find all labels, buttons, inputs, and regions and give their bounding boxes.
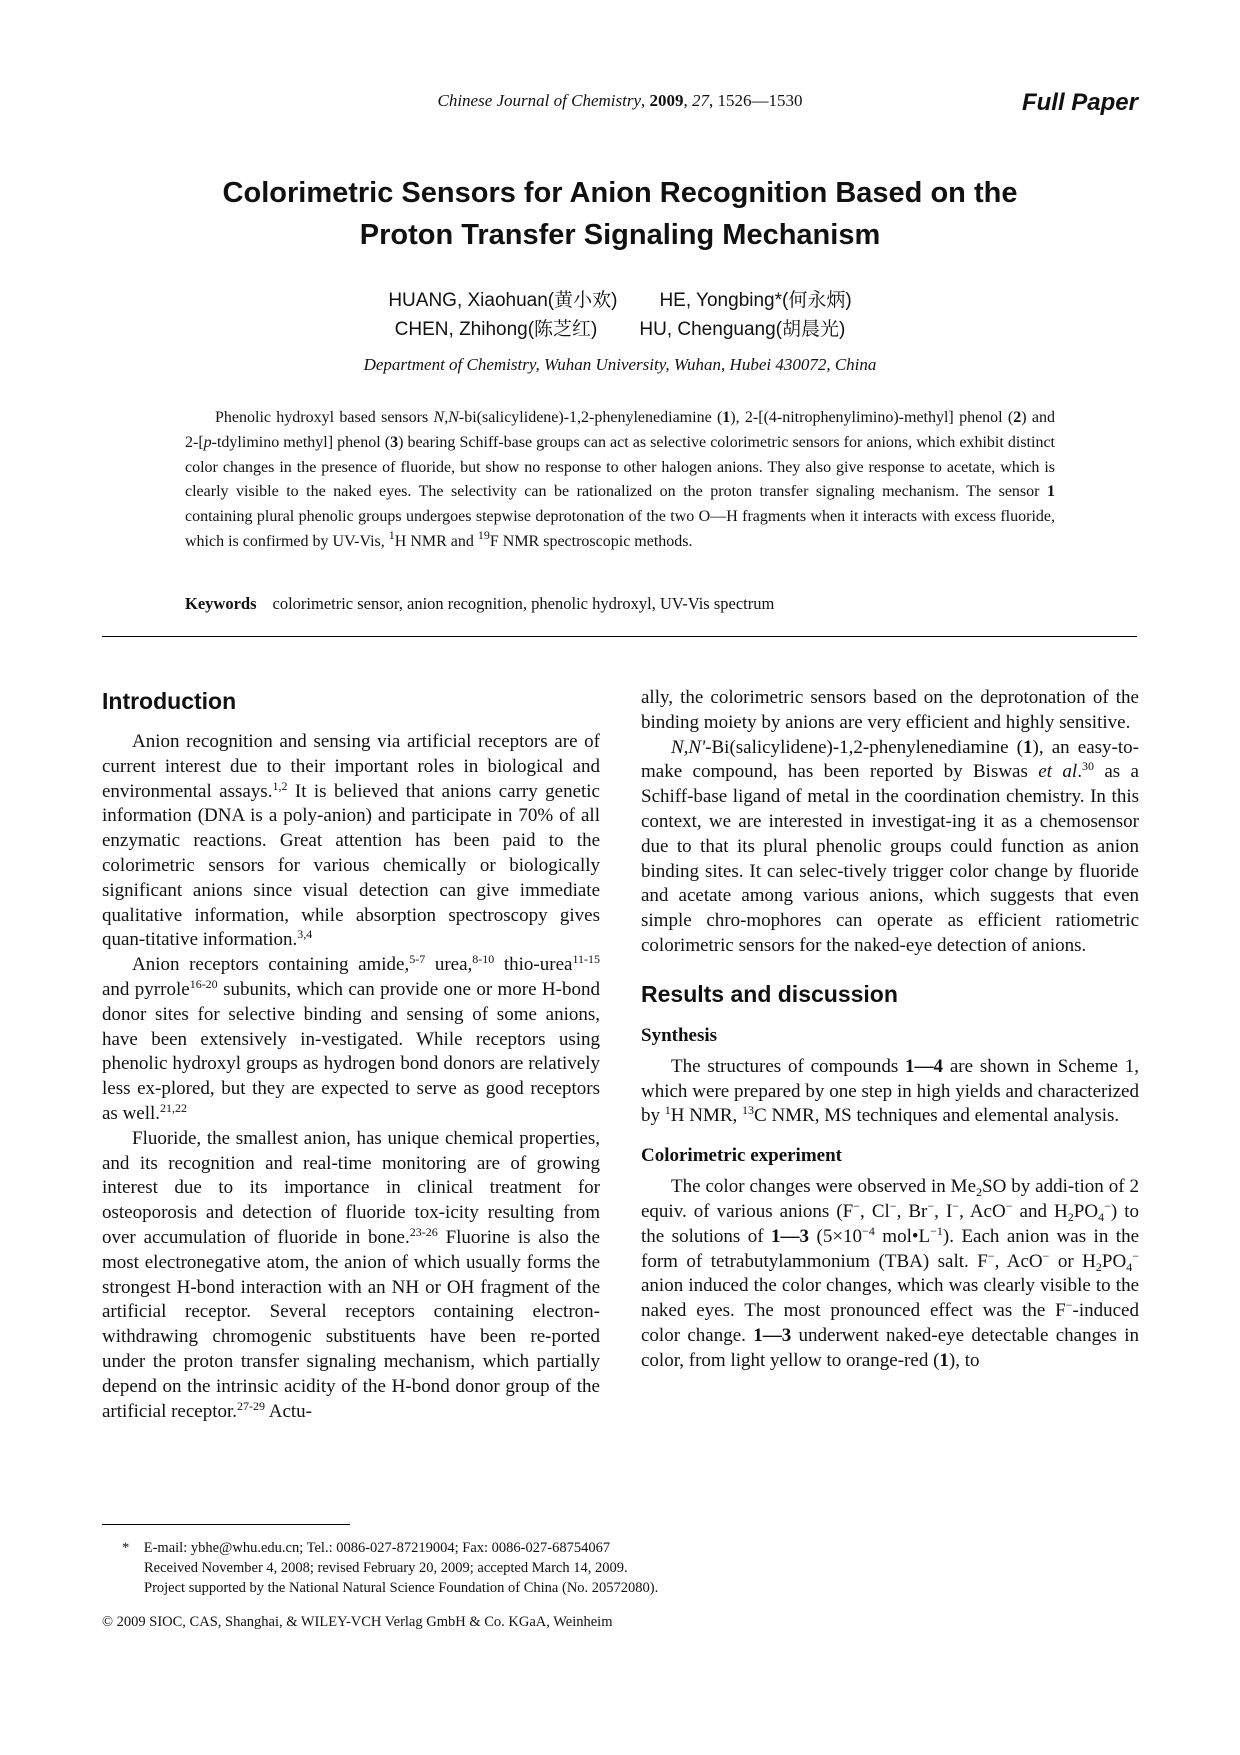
author-2: HE, Yongbing*(何永炳) [659,290,852,311]
footnotes [122,1538,1022,1598]
intro-paragraph-4: N,N'-Bi(salicylidene)-1,2-phenylenediamine (1), an easy-to-make compound, has been reported by Biswas et al.$^{30}$ as a Schiff-base ligand of metal in the coordination chemistry. In this context, we are interested in investigat-ing it as a chemosensor due to that its plural phenolic groups could function as anion binding sites. It can selec-tively trigger color change by fluoride and acetate among various anions, which suggests that even simple chro-mophores can operate as efficient ratiometric colorimetric sensors for the naked-eye detection of anions. [641,736,1139,956]
intro-continuation: ally, the colorimetric sensors based on the deprotonation of the binding moiety by anions are very efficient and highly sensitive. [641,687,1139,733]
journal-year: 2009 [649,91,684,110]
footnote-funding: Project supported by the National Natural Science Foundation of China (No. 20572080). [144,1580,659,1596]
keywords-label: Keywords [185,594,257,613]
journal-name: Chinese Journal of Chemistry [437,91,641,110]
left-column [102,686,600,1424]
title-line-2: Proton Transfer Signaling Mechanism [359,219,881,251]
synthesis-paragraph: The structures of compounds 1—4 are shown in Scheme 1, which were prepared by one step in high yields and characterized by $^1$H NMR, $^{13}$C NMR, MS techniques and elemental analysis. [641,1055,1139,1127]
paper-title [150,172,1090,256]
intro-heading: Introduction [102,688,237,714]
header-divider [102,636,1137,637]
keywords-text: colorimetric sensor, anion recognition, phenolic hydroxyl, UV-Vis spectrum [272,594,775,613]
article-type: Full Paper [1021,89,1138,116]
author-1: HUANG, Xiaohuan(黄小欢) [388,290,618,311]
title-line-1: Colorimetric Sensors for Anion Recognition Based on the [222,177,1018,209]
author-4: HU, Chenguang(胡晨光) [639,319,846,340]
footnote-divider [102,1524,350,1525]
synthesis-heading: Synthesis [641,1024,718,1046]
affiliation: Department of Chemistry, Wuhan University, Wuhan, Hubei 430072, China [363,355,877,374]
results-heading: Results and discussion [641,980,898,1007]
copyright: © 2009 SIOC, CAS, Shanghai, & WILEY-VCH Verlag GmbH & Co. KGaA, Weinheim [102,1614,613,1630]
abstract: Phenolic hydroxyl based sensors N,N-bi(salicylidene)-1,2-phenylenediamine (1), 2-[(4-nitrophenylimino)-methyl] phenol (2) and 2-[p-tdylimino methyl] phenol (3) bearing Schiff-base groups can act as selective colorimetric sensors for anions, which exhibit distinct color changes in the presence of fluoride, but show no response to other halogen anions. They also give response to acetate, which is clearly visible to the naked eyes. The selectivity can be rationalized on the proton transfer signaling mechanism. The sensor 1 containing plural phenolic groups undergoes stepwise deprotonation of the two O—H fragments when it interacts with excess fluoride, which is confirmed by UV-Vis, $^1$H NMR and $^{19}$F NMR spectroscopic methods. [185,409,1055,550]
intro-paragraph-2: Anion receptors containing amide,$^{5-7}$ urea,$^{8-10}$ thio-urea$^{11-15}$ and pyrrole$^{16-20}$ subunits, which can provide one or more H-bond donor sites for selective binding and sensing of some anions, have been extensively in-vestigated. While receptors using phenolic hydroxyl groups as hydrogen bond donors are relatively less ex-plored, but they are expected to serve as good receptors as well.$^{21,22}$ [102,952,600,1124]
journal-pages: 1526—1530 [717,91,803,110]
colorimetric-heading: Colorimetric experiment [641,1145,842,1167]
intro-paragraph-1: Anion recognition and sensing via artificial receptors are of current interest due to their important roles in biological and environmental assays.$^{1,2}$ It is believed that anions carry genetic information (DNA is a poly-anion) and participate in 70% of all enzymatic reactions. Great attention has been paid to the colorimetric sensors for various chemically or biologically significant anions since visual detection can give immediate qualitative information, while absorption spectroscopy gives quan-titative information.$^{3,4}$ [102,731,600,951]
footnote-received: Received November 4, 2008; revised February 20, 2009; accepted March 14, 2009. [144,1560,628,1576]
journal-volume: 27 [692,91,709,110]
author-3: CHEN, Zhihong(陈芝红) [394,319,598,340]
keywords [185,594,1055,614]
author-list [0,286,1240,344]
colorimetric-paragraph: The color changes were observed in $Me_2SO$ by addi-tion of 2 equiv. of various anions (F−, Cl−, Br−, I−, AcO− and $H_2PO_4^-$) to the solutions of 1—3 ($5\times 10^{-4}$ $mol•L^{-1}$). Each anion was in the form of tetrabutylammonium (TBA) salt. F−, AcO− or $H_2PO_4^-$ anion induced the color changes, which was clearly visible to the naked eyes. The most pronounced effect was the F−-induced color change. 1—3 underwent naked-eye detectable changes in color, from light yellow to orange-red (1), to [641,1176,1140,1371]
intro-paragraph-3: Fluoride, the smallest anion, has unique chemical properties, and its recognition and real-time monitoring are of growing interest due to its importance in clinical treatment for osteoporosis and detection of fluoride tox-icity resulting from over accumulation of fluoride in bone.$^{23-26}$ Fluorine is also the most electronegative atom, the anion of which usually forms the strongest H-bond interaction with an NH or OH fragment of the artificial receptor. Several receptors containing electron-withdrawing chromogenic substituents have been re-ported under the proton transfer signaling mechanism, which partially depend on the intrinsic acidity of the H-bond donor group of the artificial receptor.$^{27-29}$ Actu- [102,1127,600,1422]
journal-citation: Chinese Journal of Chemistry, 2009, 27, 1526—1530 [437,91,803,110]
footnote-contact: * E-mail: ybhe@whu.edu.cn; Tel.: 0086-027-87219004; Fax: 0086-027-68754067 [122,1540,611,1556]
right-column [641,686,1139,1374]
